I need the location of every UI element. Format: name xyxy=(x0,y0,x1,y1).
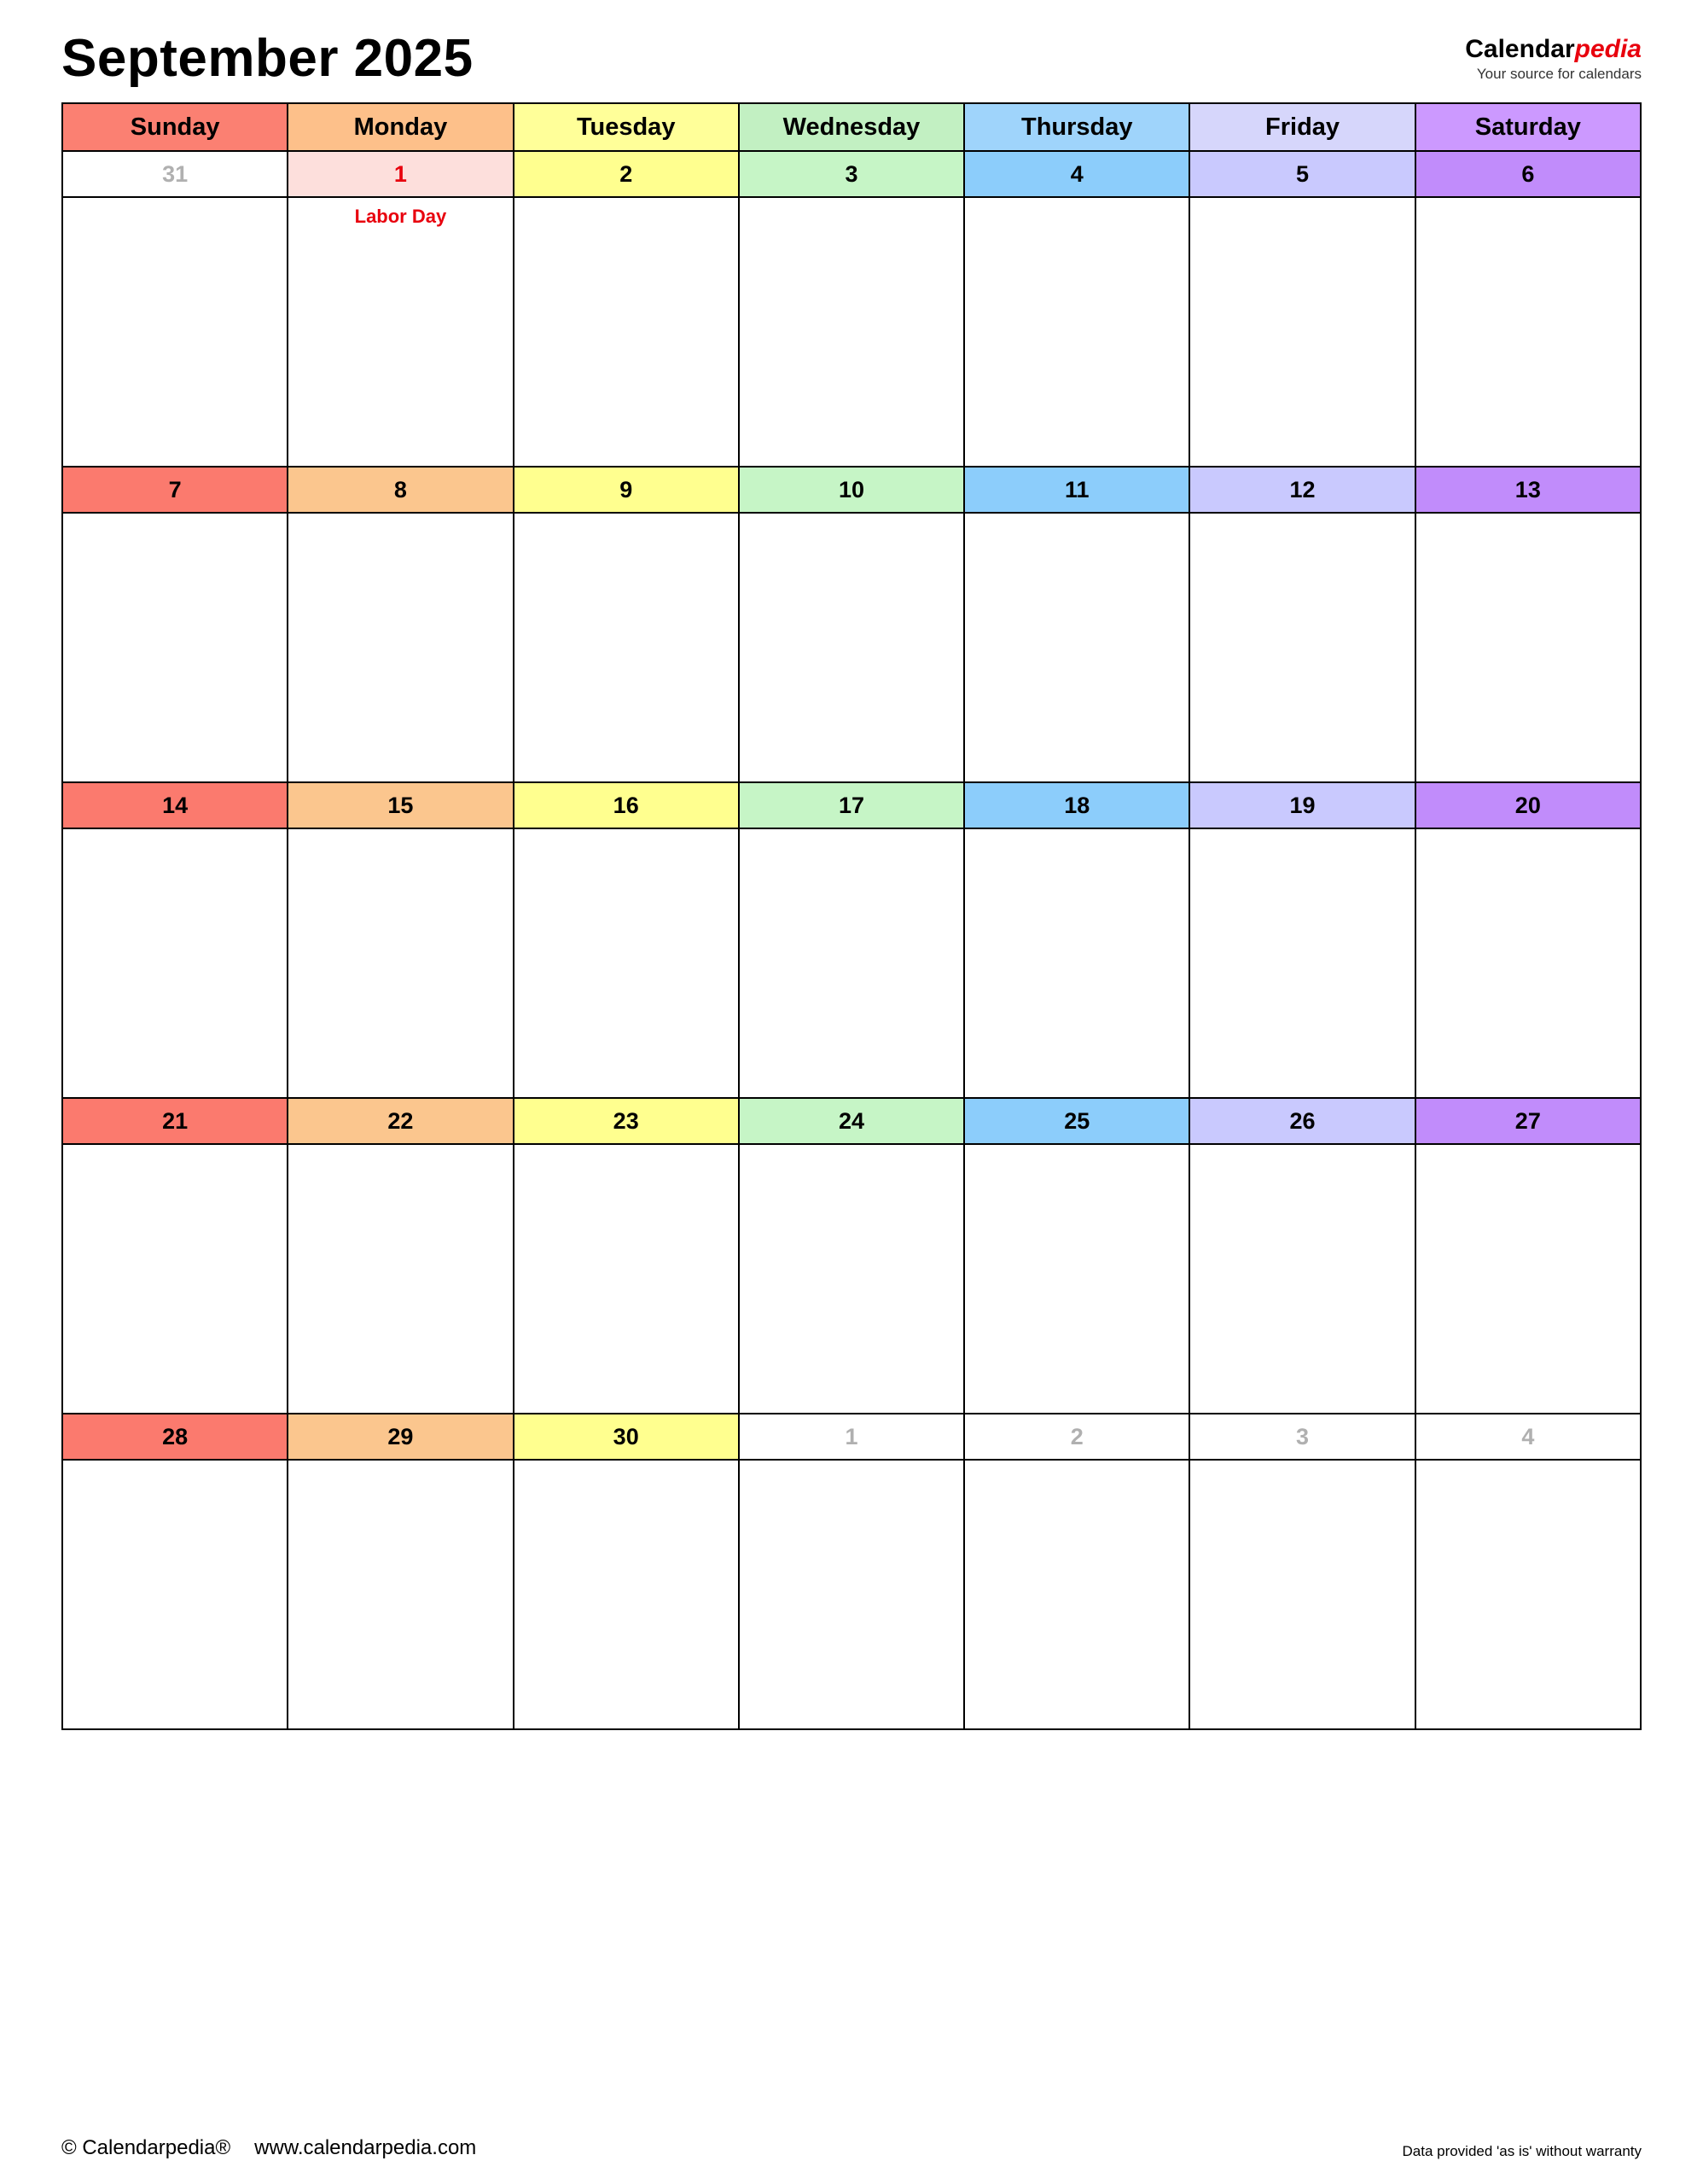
week-content-row xyxy=(63,1461,1642,1730)
day-number: 1 xyxy=(740,1414,965,1461)
week-date-row xyxy=(63,1414,1642,1461)
day-cell[interactable] xyxy=(740,198,965,468)
day-cell[interactable] xyxy=(1416,1461,1642,1730)
day-cell[interactable] xyxy=(288,829,514,1099)
day-number: 3 xyxy=(1190,1414,1415,1461)
footer-disclaimer: Data provided 'as is' without warranty xyxy=(1402,2143,1642,2159)
page-header xyxy=(61,0,1642,102)
weekday-header-row xyxy=(63,104,1642,152)
footer-website[interactable]: www.calendarpedia.com xyxy=(254,2136,477,2159)
week-content-row xyxy=(63,829,1642,1099)
brand-name-part1: Calendar xyxy=(1465,35,1575,63)
weekday-header-monday: Monday xyxy=(288,104,514,152)
day-number: 21 xyxy=(63,1099,288,1145)
day-number: 18 xyxy=(965,783,1190,829)
day-number: 28 xyxy=(63,1414,288,1461)
day-cell[interactable] xyxy=(288,1145,514,1414)
day-cell[interactable] xyxy=(63,198,288,468)
day-event-label: Labor Day xyxy=(354,206,447,227)
weekday-header-saturday: Saturday xyxy=(1416,104,1642,152)
day-number: 1 xyxy=(288,152,514,198)
day-number: 17 xyxy=(740,783,965,829)
day-number: 30 xyxy=(514,1414,740,1461)
brand-logo xyxy=(1465,0,1642,81)
weekday-header-friday: Friday xyxy=(1190,104,1415,152)
weekday-header-thursday: Thursday xyxy=(965,104,1190,152)
day-cell[interactable] xyxy=(514,198,740,468)
day-number: 13 xyxy=(1416,468,1642,514)
day-cell[interactable] xyxy=(288,198,514,468)
day-number: 22 xyxy=(288,1099,514,1145)
day-number: 9 xyxy=(514,468,740,514)
page-title: September 2025 xyxy=(61,29,474,88)
day-cell[interactable] xyxy=(1190,514,1415,783)
brand-name-part2: pedia xyxy=(1574,35,1642,63)
day-cell[interactable] xyxy=(1190,829,1415,1099)
day-cell[interactable] xyxy=(1190,198,1415,468)
day-cell[interactable] xyxy=(288,1461,514,1730)
day-cell[interactable] xyxy=(965,198,1190,468)
day-cell[interactable] xyxy=(740,829,965,1099)
day-cell[interactable] xyxy=(965,829,1190,1099)
day-cell[interactable] xyxy=(288,514,514,783)
day-cell[interactable] xyxy=(514,1145,740,1414)
day-cell[interactable] xyxy=(1416,829,1642,1099)
week-content-row xyxy=(63,1145,1642,1414)
footer-copyright: © Calendarpedia® xyxy=(61,2136,231,2159)
day-number: 12 xyxy=(1190,468,1415,514)
day-number: 2 xyxy=(514,152,740,198)
day-cell[interactable] xyxy=(63,1461,288,1730)
day-number: 3 xyxy=(740,152,965,198)
day-number: 15 xyxy=(288,783,514,829)
day-cell[interactable] xyxy=(1190,1461,1415,1730)
weekday-header-tuesday: Tuesday xyxy=(514,104,740,152)
day-number: 7 xyxy=(63,468,288,514)
week-date-row xyxy=(63,152,1642,198)
day-cell[interactable] xyxy=(514,1461,740,1730)
day-number: 25 xyxy=(965,1099,1190,1145)
day-cell[interactable] xyxy=(514,514,740,783)
day-number: 14 xyxy=(63,783,288,829)
week-date-row xyxy=(63,1099,1642,1145)
day-cell[interactable] xyxy=(740,1145,965,1414)
day-number: 4 xyxy=(965,152,1190,198)
day-cell[interactable] xyxy=(514,829,740,1099)
day-cell[interactable] xyxy=(63,514,288,783)
brand-tagline: Your source for calendars xyxy=(1476,65,1642,82)
day-number: 5 xyxy=(1190,152,1415,198)
day-number: 26 xyxy=(1190,1099,1415,1145)
day-cell[interactable] xyxy=(1190,1145,1415,1414)
day-number: 23 xyxy=(514,1099,740,1145)
week-content-row xyxy=(63,514,1642,783)
week-date-row xyxy=(63,783,1642,829)
day-cell[interactable] xyxy=(965,1145,1190,1414)
page-footer xyxy=(61,2136,1642,2160)
day-number: 4 xyxy=(1416,1414,1642,1461)
day-cell[interactable] xyxy=(1416,514,1642,783)
day-cell[interactable] xyxy=(965,1461,1190,1730)
weekday-header-sunday: Sunday xyxy=(63,104,288,152)
day-number: 6 xyxy=(1416,152,1642,198)
calendar-grid xyxy=(61,102,1642,1730)
day-number: 27 xyxy=(1416,1099,1642,1145)
day-number: 8 xyxy=(288,468,514,514)
brand-name xyxy=(1465,36,1642,63)
day-cell[interactable] xyxy=(63,1145,288,1414)
day-number: 16 xyxy=(514,783,740,829)
weekday-header-wednesday: Wednesday xyxy=(740,104,965,152)
day-cell[interactable] xyxy=(1416,198,1642,468)
day-number: 11 xyxy=(965,468,1190,514)
day-cell[interactable] xyxy=(740,1461,965,1730)
day-cell[interactable] xyxy=(63,829,288,1099)
day-number: 20 xyxy=(1416,783,1642,829)
day-cell[interactable] xyxy=(740,514,965,783)
day-number: 24 xyxy=(740,1099,965,1145)
day-cell[interactable] xyxy=(1416,1145,1642,1414)
footer-credit xyxy=(61,2136,476,2160)
day-number: 29 xyxy=(288,1414,514,1461)
week-content-row xyxy=(63,198,1642,468)
week-date-row xyxy=(63,468,1642,514)
day-cell[interactable] xyxy=(965,514,1190,783)
day-number: 2 xyxy=(965,1414,1190,1461)
day-number: 10 xyxy=(740,468,965,514)
day-number: 31 xyxy=(63,152,288,198)
day-number: 19 xyxy=(1190,783,1415,829)
